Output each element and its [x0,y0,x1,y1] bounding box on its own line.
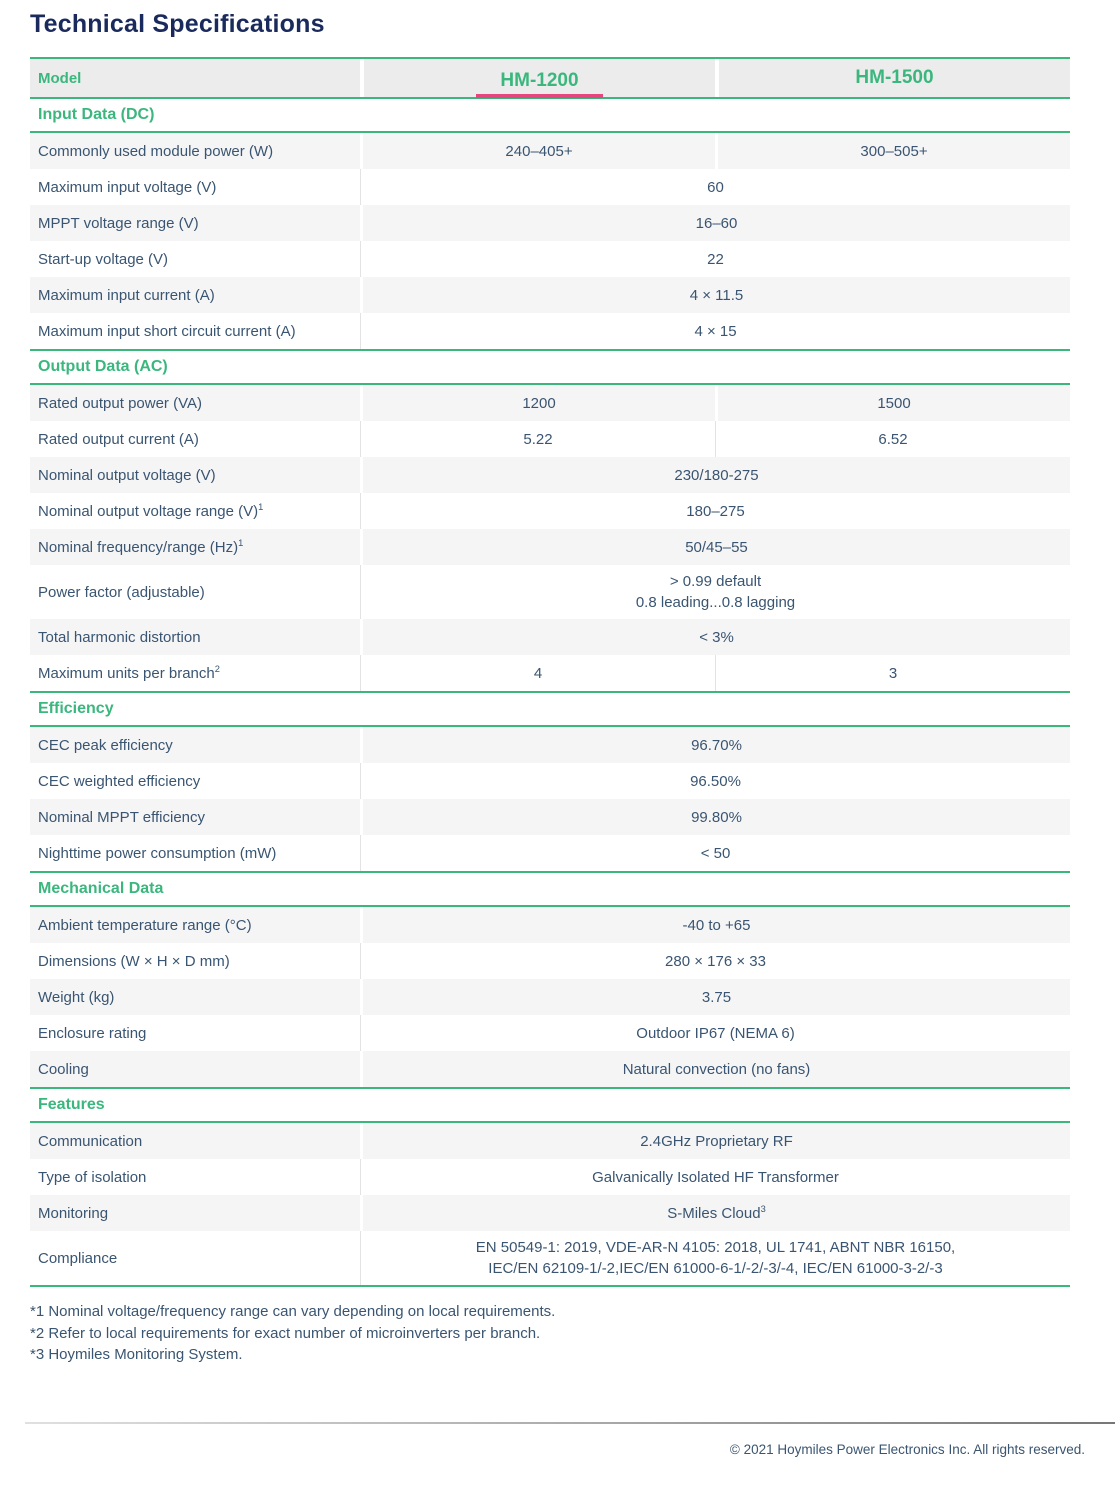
section-rows [30,385,1070,693]
text: Start-up voltage (V) [38,250,169,268]
table-row [30,1231,1070,1285]
text: Outdoor IP67 (NEMA 6) [636,1024,795,1042]
text: Weight (kg) [38,988,115,1006]
spec-value [360,133,715,169]
spec-label [30,529,360,565]
spec-value-span [360,1159,1070,1195]
text: 0.8 leading...0.8 lagging [635,594,796,611]
spec-value-span [360,241,1070,277]
spec-value [715,385,1070,421]
table-row [30,169,1070,205]
text: 280 × 176 × 33 [665,952,766,970]
table-row [30,133,1070,169]
text: 300–505+ [860,142,928,160]
text: Input Data (DC) [38,106,155,123]
text: Galvanically Isolated HF Transformer [592,1168,839,1186]
spec-value-span [360,565,1070,619]
text: Maximum units per branch$^2$ [38,663,220,682]
spec-label [30,1159,360,1195]
spec-value-span [360,277,1070,313]
text: Maximum input voltage (V) [38,178,217,196]
text: 4 × 11.5 [689,286,744,304]
text: 16–60 [695,214,738,232]
text: 1500 [877,394,911,412]
text: Power factor (adjustable) [38,583,205,601]
spec-value-span [360,169,1070,205]
spec-label [30,169,360,205]
text: 240–405+ [505,142,573,160]
spec-label [30,943,360,979]
spec-value-span [360,727,1070,763]
footnote-3: *3 Hoymiles Monitoring System. [30,1346,243,1363]
table-row [30,1123,1070,1159]
spec-label [30,1231,360,1285]
table-row [30,943,1070,979]
spec-value-span [360,799,1070,835]
spec-value [360,421,715,457]
text: Mechanical Data [38,880,164,897]
text: Nominal frequency/range $(Hz)^1$ [38,537,244,556]
text: 3 [888,664,898,682]
text: 4 × 15 [694,322,737,340]
table-row [30,385,1070,421]
text: 180–275 [686,502,745,520]
spec-value-line [476,1237,955,1258]
table-row [30,1195,1070,1231]
text: Maximum input current (A) [38,286,215,304]
text: 50/45–55 [685,538,748,556]
table-row [30,529,1070,565]
text: Natural convection (no fans) [622,1060,811,1078]
section-rows [30,133,1070,351]
spec-value-span [360,1231,1070,1285]
text: 96.70% [691,736,742,754]
section-rows [30,727,1070,873]
section-rows [30,907,1070,1089]
superscript-note-ref: 1 [258,501,264,512]
text: CEC weighted efficiency [38,772,201,790]
text: Nighttime power consumption (mW) [38,844,277,862]
spec-value-span [360,529,1070,565]
table-row [30,979,1070,1015]
copyright-text: © 2021 Hoymiles Power Electronics Inc. All rights reserved. [729,1441,1085,1457]
text: 96.50% [690,772,741,790]
spec-label [30,727,360,763]
spec-value [360,655,715,691]
spec-label [30,1123,360,1159]
spec-value-span [360,1123,1070,1159]
table-row [30,457,1070,493]
text: Maximum input short circuit current (A) [38,322,296,340]
text: < 50 [700,844,731,862]
table-row [30,421,1070,457]
table-row [30,313,1070,349]
section-title [30,99,1070,133]
section-rows [30,1123,1070,1287]
text: 2.4GHz Proprietary RF [640,1132,793,1150]
table-row [30,565,1070,619]
text: Compliance [38,1249,118,1267]
spec-label [30,1195,360,1231]
spec-value-line [636,592,795,613]
spec-value-span [360,619,1070,655]
page-title: Technical Specifications [30,10,325,38]
spec-value [715,655,1070,691]
superscript-note-ref: 1 [238,537,244,548]
text: Communication [38,1132,143,1150]
footnote-2: *2 Refer to local requirements for exact number of microinverters per branch. [30,1324,541,1342]
section-title [30,1089,1070,1123]
text: 6.52 [878,430,908,448]
superscript-note-ref: 3 [760,1203,766,1214]
spec-label [30,133,360,169]
spec-label [30,493,360,529]
table-row [30,205,1070,241]
spec-value-span [360,1051,1070,1087]
section-title [30,693,1070,727]
text: > 0.99 default [669,573,762,590]
table-row [30,277,1070,313]
spec-label [30,565,360,619]
text: Total harmonic distortion [38,628,201,646]
spec-value-span [360,313,1070,349]
spec-table-body [30,99,1070,1287]
text: 5.22 [523,430,553,448]
spec-label [30,835,360,871]
text: CEC peak efficiency [38,736,173,754]
text: Dimensions (W × H × D mm) [38,952,230,970]
spec-value [360,385,715,421]
spec-label [30,313,360,349]
spec-label [30,979,360,1015]
model-column-hm1200 [360,59,715,97]
spec-value-span [360,835,1070,871]
spec-label [30,799,360,835]
text: Output Data (AC) [38,358,168,375]
text: Nominal MPPT efficiency [38,808,206,826]
text: 230/180-275 [674,466,759,484]
superscript-note-ref: 2 [214,663,220,674]
spec-value-span [360,907,1070,943]
spec-label [30,1015,360,1051]
spec-value [715,421,1070,457]
table-row [30,655,1070,691]
spec-value-span [360,943,1070,979]
text: Rated output current (A) [38,430,199,448]
table-row [30,1015,1070,1051]
text: MPPT voltage range (V) [38,214,199,232]
table-row [30,763,1070,799]
text: Rated output power (VA) [38,394,202,412]
spec-value-span [360,493,1070,529]
text: Type of isolation [38,1168,147,1186]
table-row [30,907,1070,943]
spec-label [30,241,360,277]
footnotes [30,1301,1085,1366]
text: Ambient temperature range (°C) [38,916,252,934]
table-row [30,619,1070,655]
spec-label [30,277,360,313]
text: Commonly used module power (W) [38,142,274,160]
spec-label [30,763,360,799]
text: < 3% [699,628,734,646]
spec-label [30,907,360,943]
table-row [30,727,1070,763]
spec-value-line [488,1258,942,1279]
section-title [30,351,1070,385]
spec-value-line [670,571,761,592]
spec-label [30,385,360,421]
text: IEC/EN 62109-1/-2,IEC/EN 61000-6-1/-2/-3/-4, IEC/EN 61000-3-2/-3 [488,1260,943,1277]
model-header-row [30,59,1070,99]
spec-table [30,57,1070,1287]
section-title [30,873,1070,907]
text: 60 [707,178,724,196]
table-row [30,1159,1070,1195]
spec-label [30,421,360,457]
table-row [30,799,1070,835]
model-hm1500-label: HM-1500 [855,67,934,88]
text: Monitoring [38,1204,109,1222]
text: Nominal output voltage (V) [38,466,216,484]
text: Enclosure rating [38,1024,147,1042]
spec-value-span [360,457,1070,493]
text: Cooling [38,1060,89,1078]
spec-label [30,205,360,241]
table-row [30,1051,1070,1087]
text: S-Miles Cloud$^3$ [667,1203,766,1222]
spec-value [715,133,1070,169]
spec-label [30,619,360,655]
spec-value-span [360,979,1070,1015]
text: 3.75 [701,988,732,1006]
text: Nominal output voltage range $(V)^1$ [38,501,264,520]
spec-value-span [360,205,1070,241]
spec-value-span [360,1015,1070,1051]
spec-value-span [360,1195,1070,1231]
text: 22 [707,250,724,268]
text: Features [38,1096,105,1113]
table-row [30,241,1070,277]
model-column-hm1500 [715,59,1070,97]
table-row [30,493,1070,529]
spec-label [30,457,360,493]
spec-value-span [360,763,1070,799]
table-row [30,835,1070,871]
text: 1200 [522,394,556,412]
text: EN 50549-1: 2019, VDE-AR-N 4105: 2018, UL 1741, ABNT NBR 16150, [475,1239,956,1256]
spec-label [30,1051,360,1087]
footnote-1: *1 Nominal voltage/frequency range can vary depending on local requirements. [30,1303,556,1320]
text: 99.80% [691,808,742,826]
model-header-label: Model [38,69,82,87]
text: 4 [533,664,543,682]
model-hm1200-label: HM-1200 [476,67,602,98]
text: -40 to +65 [682,916,751,934]
text: Efficiency [38,700,114,717]
spec-label [30,655,360,691]
